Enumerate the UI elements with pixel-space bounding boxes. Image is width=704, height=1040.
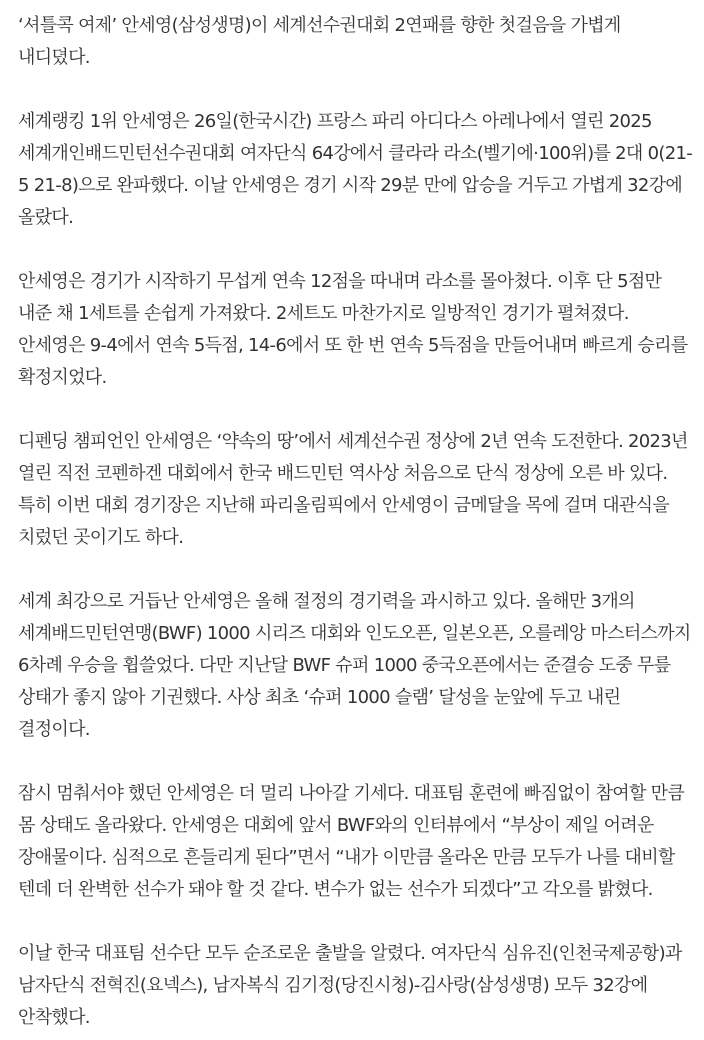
article-paragraph-7: 이날 한국 대표팀 선수단 모두 순조로운 출발을 알렸다. 여자단식 심유진(인천국제공항)과 남자단식 전혁진(요넥스), 남자복식 김기정(당진시청)-김사랑(삼성생명) 모두 32강에 안착했다. <box>18 943 682 1028</box>
article-paragraph-1: ‘셔틀콕 여제’ 안세영(삼성생명)이 세계선수권대회 2연패를 향한 첫걸음을 가볍게 내디뎠다. <box>18 15 621 68</box>
article-paragraph-2: 세계랭킹 1위 안세영은 26일(한국시간) 프랑스 파리 아디다스 아레나에서 열린 2025 세계개인배드민턴선수권대회 여자단식 64강에서 클라라 라소(벨기에·100위)를 2대 0(21-5 21-8)으로 완파했다. 이날 안세영은 경기 시작 29분 만에 압승을 거두고 가볍게 32강에 올랐다. <box>18 111 693 228</box>
article-paragraph-3: 안세영은 경기가 시작하기 무섭게 연속 12점을 따내며 라소를 몰아쳤다. 이후 단 5점만 내준 채 1세트를 손쉽게 가져왔다. 2세트도 마찬가지로 일방적인 경기가 펼쳐졌다. 안세영은 9-4에서 연속 5득점, 14-6에서 또 한 번 연속 5득점을 만들어내며 빠르게 승리를 확정지었다. <box>18 271 688 388</box>
article-paragraph-4: 디펜딩 챔피언인 안세영은 ‘약속의 땅’에서 세계선수권 정상에 2년 연속 도전한다. 2023년 열린 직전 코펜하겐 대회에서 한국 배드민턴 역사상 처음으로 단식 정상에 오른 바 있다. 특히 이번 대회 경기장은 지난해 파리올림픽에서 안세영이 금메달을 목에 걸며 대관식을 치렀던 곳이기도 하다. <box>18 431 688 548</box>
article-paragraph-6: 잠시 멈춰서야 했던 안세영은 더 멀리 나아갈 기세다. 대표팀 훈련에 빠짐없이 참여할 만큼 몸 상태도 올라왔다. 안세영은 대회에 앞서 BWF와의 인터뷰에서 “부상이 제일 어려운 장애물이다. 심적으로 흔들리게 된다”면서 “내가 이만큼 올라온 만큼 모두가 나를 대비할 텐데 더 완벽한 선수가 돼야 할 것 같다. 변수가 없는 선수가 되겠다”고 각오를 밝혔다. <box>18 783 685 900</box>
article-paragraph-5: 세계 최강으로 거듭난 안세영은 올해 절정의 경기력을 과시하고 있다. 올해만 3개의 세계배드민턴연맹(BWF) 1000 시리즈 대회와 인도오픈, 일본오픈, 오를레앙 마스터스까지 6차례 우승을 휩쓸었다. 다만 지난달 BWF 슈퍼 1000 중국오픈에서는 준결승 도중 무릎 상태가 좋지 않아 기권했다. 사상 최초 ‘슈퍼 1000 슬램’ 달성을 눈앞에 두고 내린 결정이다. <box>18 591 691 740</box>
